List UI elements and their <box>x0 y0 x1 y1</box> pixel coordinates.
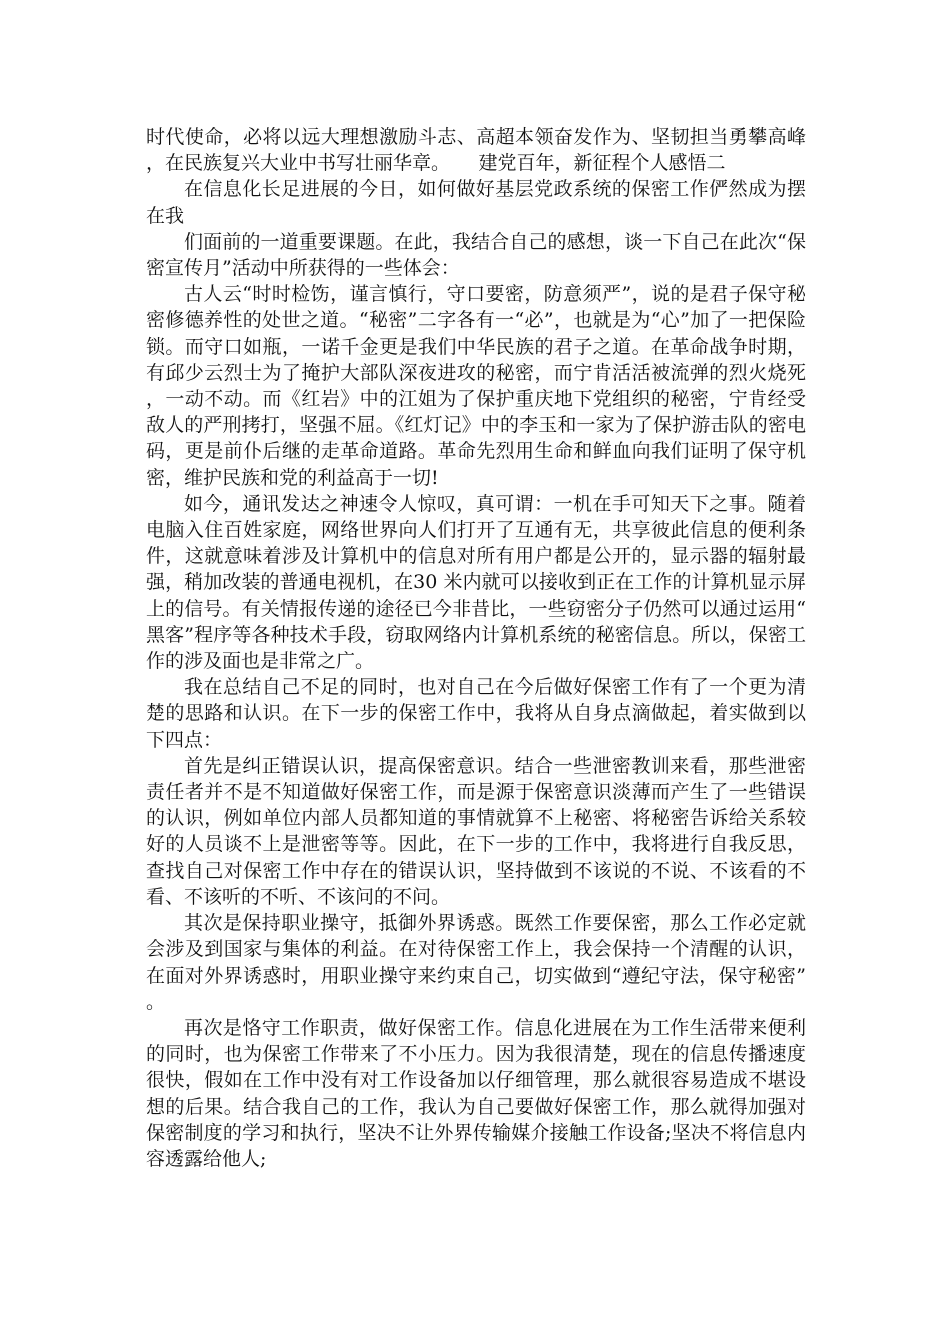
paragraph-4: 古人云“时时检饬，谨言慎行，守口要密，防意须严”，说的是君子保守秘密修德养性的处世之道。“秘密”二字各有一“必”，也就是为“心”加了一把保险锁。而守口如瓶，一诺千金更是我们中华民族的君子之道。在革命战争时期，有邱少云烈士为了掩护大部队深夜进攻的秘密，而宁肯活活被流弹的烈火烧死，一动不动。而《红岩》中的江姐为了保护重庆地下党组织的秘密，宁肯经受敌人的严刑拷打，坚强不屈。《红灯记》中的李玉和一家为了保护游击队的密电码，更是前仆后继的走革命道路。革命先烈用生命和鲜血向我们证明了保守机密，维护民族和党的利益高于一切! <box>146 283 806 489</box>
paragraph-2: 在信息化长足进展的今日，如何做好基层党政系统的保密工作俨然成为摆在我 <box>146 178 806 227</box>
paragraph-1: 时代使命，必将以远大理想激励斗志、高超本领奋发作为、坚韧担当勇攀高峰，在民族复兴大业中书写壮丽华章。 建党百年，新征程个人感悟二 <box>146 126 806 175</box>
paragraph-5: 如今，通讯发达之神速令人惊叹，真可谓：一机在手可知天下之事。随着电脑入住百姓家庭，网络世界向人们打开了互通有无，共享彼此信息的便利条件，这就意味着涉及计算机中的信息对所有用户都是公开的，显示器的辐射最强，稍加改装的普通电视机，在30 米内就可以接收到正在工作的计算机显示屏上的信号。有关情报传递的途径已今非昔比，一些窃密分子仍然可以通过运用“黑客”程序等各种技术手段，窃取网络内计算机系统的秘密信息。所以，保密工作的涉及面也是非常之广。 <box>146 492 806 673</box>
document-page <box>146 124 806 1172</box>
paragraph-6: 我在总结自己不足的同时，也对自己在今后做好保密工作有了一个更为清楚的思路和认识。在下一步的保密工作中，我将从自身点滴做起，着实做到以下四点： <box>146 676 806 751</box>
paragraph-7: 首先是纠正错误认识，提高保密意识。结合一些泄密教训来看，那些泄密责任者并不是不知道做好保密工作，而是源于保密意识淡薄而产生了一些错误的认识，例如单位内部人员都知道的事情就算不上秘密、将秘密告诉给关系较好的人员谈不上是泄密等等。因此，在下一步的工作中，我将进行自我反思，查找自己对保密工作中存在的错误认识，坚持做到不该说的不说、不该看的不看、不该听的不听、不该问的不问。 <box>146 754 806 908</box>
paragraph-8: 其次是保持职业操守，抵御外界诱惑。既然工作要保密，那么工作必定就会涉及到国家与集体的利益。在对待保密工作上，我会保持一个清醒的认识，在面对外界诱惑时，用职业操守来约束自己，切实做到“遵纪守法，保守秘密”。 <box>146 912 806 1013</box>
paragraph-3: 们面前的一道重要课题。在此，我结合自己的感想，谈一下自己在此次“保密宣传月”活动中所获得的一些体会： <box>146 230 806 280</box>
paragraph-9: 再次是恪守工作职责，做好保密工作。信息化进展在为工作生活带来便利的同时，也为保密工作带来了不小压力。因为我很清楚，现在的信息传播速度很快，假如在工作中没有对工作设备加以仔细管理，那么就很容易造成不堪设想的后果。结合我自己的工作，我认为自己要做好保密工作，那么就得加强对保密制度的学习和执行，坚决不让外界传输媒介接触工作设备;坚决不将信息内容透露给他人; <box>146 1016 806 1170</box>
